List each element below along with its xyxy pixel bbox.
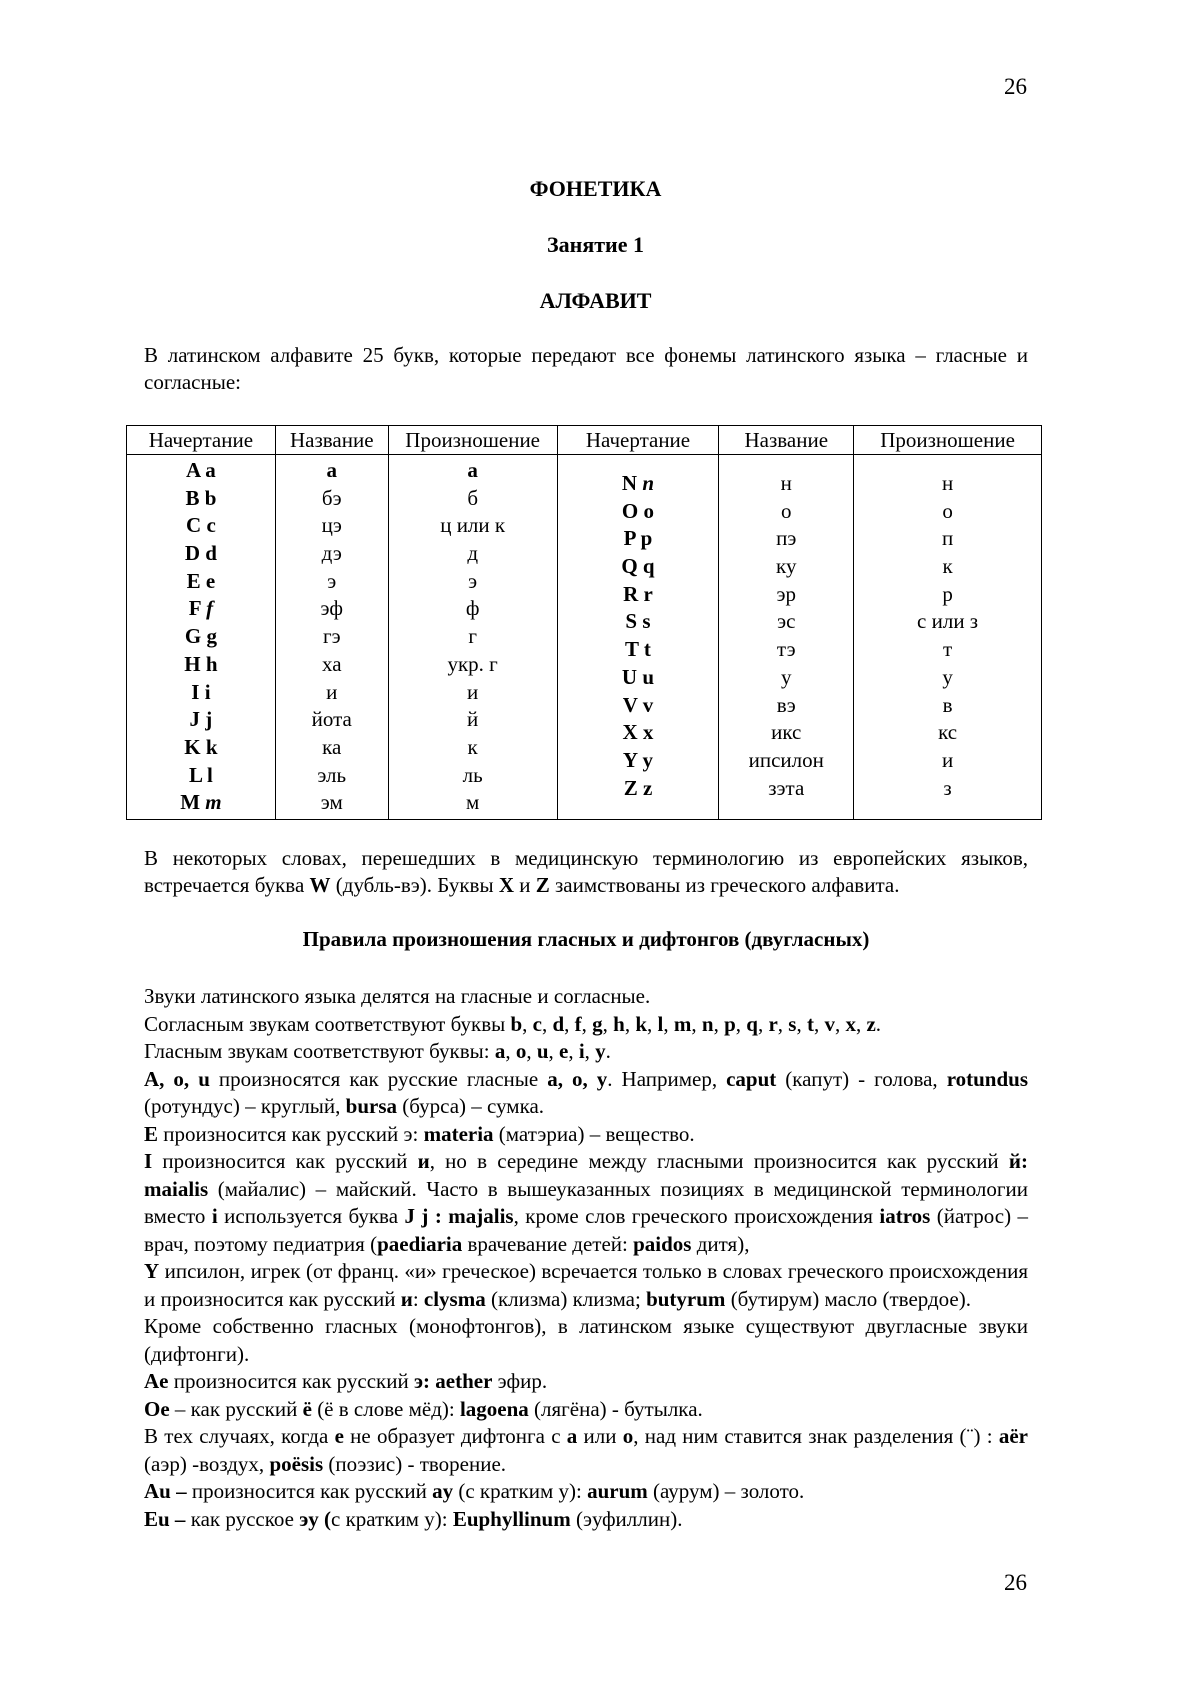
letter-glyph: A a [186,458,216,482]
letter-name: эль [317,762,347,787]
names-column-right [719,455,854,820]
header-name-right: Название [719,426,854,455]
header-pronunciation-left: Произношение [388,426,557,455]
sounds-column-left [388,455,557,820]
letter-name: о [781,498,792,523]
letter-pronunciation: кс [938,720,958,745]
letter-glyph: G g [184,624,217,649]
lesson-title: Занятие 1 [547,232,644,257]
page-number-bottom: 26 [1004,1570,1027,1595]
letter-glyph: B b [185,485,217,510]
letter-pronunciation: з [943,775,952,800]
letters-column-left [127,455,276,820]
letter-name: гэ [322,624,341,649]
rule-paragraph: A, o, u произносятся как русские гласные а, о, у. Например, caput (капут) - голова, rotundus (ротундус) – круглый, bursa (бурса) – сумка. [144,1066,1029,1118]
table-header-row [127,426,1042,455]
rule-paragraph: В тех случаях, когда e не образует дифтонга с a или o, над ним ставится знак разделения (¨) : aër (аэр) -воздух, poësis (поэзис) - творение. [144,1424,1028,1476]
letter-pronunciation: г [468,624,477,649]
header-glyph-left: Начертание [127,426,276,455]
letter-name: ку [776,554,797,579]
letter-glyph: K k [184,734,218,759]
letter-name: и [326,679,338,704]
rule-paragraph: Звуки латинского языка делятся на гласные и согласные. [144,984,651,1008]
letter-pronunciation: б [467,485,478,510]
letter-name: эр [776,581,797,606]
letter-glyph: D d [184,541,217,566]
letter-pronunciation: в [942,692,953,717]
letter-name: эс [777,609,796,634]
topic-title: АЛФАВИТ [539,288,652,313]
letter-name: э [327,568,337,593]
letter-glyph: R r [623,581,653,606]
letter-name: ка [322,734,342,759]
letter-pronunciation: о [942,498,953,523]
rule-paragraph: Oe – как русский ё (ё в слове мёд): lagoena (лягёна) - бутылка. [144,1396,703,1421]
letter-pronunciation: к [942,554,953,579]
letter-name: эм [320,790,343,815]
letter-pronunciation: у [942,664,953,689]
letter-pronunciation: с или з [917,609,979,634]
letter-glyph: X x [622,720,654,745]
letter-pronunciation: н [941,471,954,495]
letter-pronunciation: ц или к [440,513,506,538]
intro-paragraph: В латинском алфавите 25 букв, которые передают все фонемы латинского языка – гласные и согласные: [144,343,1028,394]
rule-paragraph: I произносится как русский и, но в середине между гласными произносится как русский й: maialis (майалис) – майский. Часто в вышеуказанных позициях в медицинской терминологии вместо i используется буква J j : majalis, кроме слов греческого происхождения iatros (йатрос) – врач, поэтому педиатрия (paediaria врачевание детей: paidos дитя), [144,1149,1029,1256]
letter-name: тэ [776,637,796,662]
letter-name: зэта [768,775,805,800]
letter-glyph: M m [180,790,222,815]
rule-paragraph: Кроме собственно гласных (монофтонгов), в латинском языке существуют двугласные звуки (дифтонги). [144,1314,1028,1366]
letter-pronunciation: и [467,679,479,704]
letter-pronunciation: ль [462,762,483,787]
letter-pronunciation: й [467,707,479,732]
letter-name: икс [771,720,802,745]
letter-glyph: F f [188,596,214,621]
letter-glyph: C c [186,513,216,538]
letter-glyph: E e [186,568,216,593]
letter-glyph: O o [621,498,655,523]
rule-paragraph: Eu – как русское эу (с кратким у): Euphyllinum (эуфиллин). [144,1506,683,1531]
letter-pronunciation: д [467,541,478,566]
letter-glyph: N n [621,471,655,495]
letter-pronunciation: т [942,637,953,662]
letter-name: йота [311,707,352,732]
letter-glyph: H h [184,651,218,676]
names-column-left [275,455,388,820]
letter-name: цэ [321,513,342,538]
letter-name: н [780,471,792,495]
section-title: ФОНЕТИКА [529,176,662,201]
header-glyph-right: Начертание [557,426,719,455]
rule-paragraph: Гласным звукам соответствуют буквы: a, o, u, e, i, y. [144,1039,611,1063]
table-body-row [127,455,1042,820]
page-number-top: 26 [1004,74,1027,99]
letter-name: a [326,458,338,482]
letter-name: эф [320,596,344,621]
letter-glyph: L l [188,762,213,787]
rules-section [144,983,1028,1533]
letter-pronunciation: р [942,581,953,606]
letter-glyph: I i [191,679,211,704]
rule-paragraph: Y ипсилон, игрек (от франц. «и» греческое) всречается только в словах греческого происхождения и произносится как русский и: clysma (клизма) клизма; butyrum (бутирум) масло (твердое). [144,1259,1028,1311]
letter-pronunciation: м [466,790,480,815]
letter-name: вэ [776,692,796,717]
letter-pronunciation: укр. г [447,651,498,676]
letter-pronunciation: к [467,734,478,759]
letter-glyph: T t [625,637,651,662]
letter-pronunciation: ф [465,596,480,621]
letters-column-right [557,455,719,820]
rule-paragraph: E произносится как русский э: materia (матэриа) – вещество. [144,1121,695,1146]
letter-glyph: P p [623,526,653,551]
letter-name: дэ [321,541,342,566]
letter-pronunciation: п [941,526,954,551]
letter-name: у [781,664,792,689]
letter-glyph: Y y [622,747,654,772]
letter-glyph: Q q [621,554,655,579]
letter-glyph: V v [622,692,654,717]
borrowed-letters-paragraph: В некоторых словах, перешедших в медицинскую терминологию из европейских языков, встречается буква W (дубль-вэ). Буквы X и Z заимствованы из греческого алфавита. [144,846,1028,897]
rules-title: Правила произношения гласных и дифтонгов (двугласных) [302,927,870,951]
letter-glyph: Z z [623,775,653,800]
header-name-left: Название [275,426,388,455]
alphabet-table [126,425,1042,820]
rule-paragraph: Ae произносится как русский э: aether эфир. [144,1369,548,1393]
letter-pronunciation: и [941,747,954,772]
letter-name: ипсилон [748,747,824,772]
letter-name: пэ [776,526,797,551]
rule-paragraph: Au – произносится как русский ay (с кратким у): aurum (аурум) – золото. [144,1479,805,1503]
rule-paragraph: Согласным звукам соответствуют буквы b, c, d, f, g, h, k, l, m, n, p, q, r, s, t, v, x, z. [144,1011,882,1036]
letter-glyph: U u [621,664,655,689]
sounds-column-right [854,455,1042,820]
letter-name: ха [322,651,342,676]
header-pronunciation-right: Произношение [854,426,1042,455]
letter-glyph: S s [625,609,651,634]
letter-pronunciation: a [467,458,478,482]
letter-name: бэ [321,485,342,510]
letter-pronunciation: э [468,568,478,593]
letter-glyph: J j [189,707,213,732]
